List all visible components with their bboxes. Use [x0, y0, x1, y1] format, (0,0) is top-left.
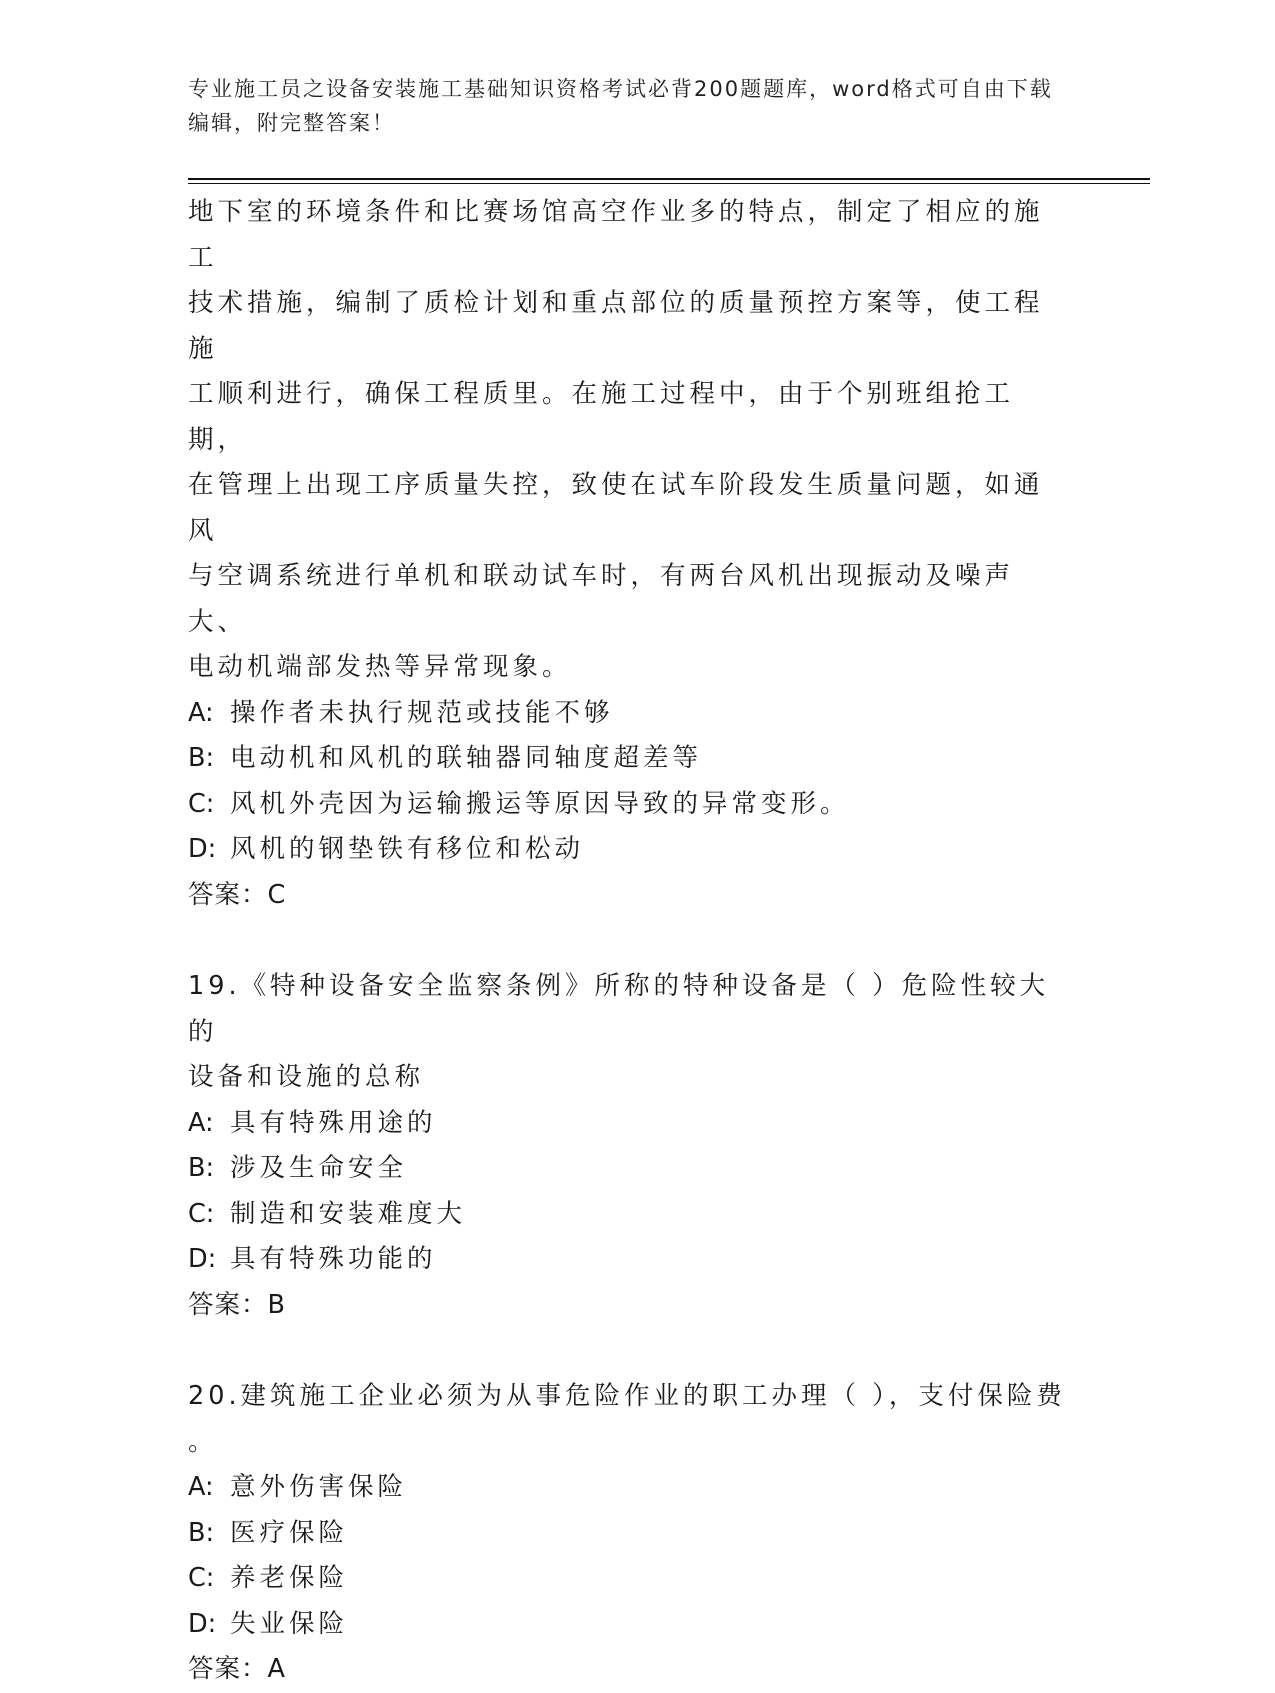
- option-letter: B:: [188, 1153, 215, 1183]
- option-letter: B:: [188, 743, 215, 773]
- header-divider-thin: [188, 183, 1150, 184]
- option-text: 失业保险: [230, 1608, 349, 1639]
- option-d: [188, 1602, 1068, 1648]
- answer-value: A: [267, 1654, 286, 1684]
- option-c: [188, 782, 1068, 828]
- option-letter: D:: [188, 1244, 217, 1274]
- option-letter: A:: [188, 1472, 214, 1502]
- question-stem-line: 在管理上出现工序质量失控，致使在试车阶段发生质量问题，如通风: [188, 470, 1044, 546]
- option-d: [188, 1237, 1068, 1283]
- option-c: [188, 1556, 1068, 1602]
- answer-value: B: [267, 1289, 287, 1320]
- question-stem-line: 19.《特种设备安全监察条例》所称的特种设备是（ ）危险性较大的: [188, 971, 1050, 1047]
- answer-label: 答案：: [188, 879, 268, 910]
- option-text: 风机外壳因为运输搬运等原因导致的异常变形。: [230, 788, 850, 819]
- option-letter: D:: [188, 1608, 217, 1639]
- option-text: 电动机和风机的联轴器同轴度超差等: [230, 743, 703, 773]
- option-text: 医疗保险: [230, 1517, 349, 1548]
- question-stem-line: 20.建筑施工企业必须为从事危险作业的职工办理（ ），支付保险费: [188, 1381, 1066, 1411]
- option-text: 操作者未执行规范或技能不够: [230, 697, 614, 728]
- option-letter: C:: [188, 788, 215, 819]
- option-text: 具有特殊功能的: [230, 1244, 437, 1274]
- option-text: 制造和安装难度大: [230, 1198, 467, 1229]
- option-c: [188, 1192, 1068, 1238]
- option-b: [188, 736, 1068, 782]
- option-a: [188, 1465, 1068, 1511]
- option-letter: C:: [188, 1198, 215, 1229]
- question-stem-line: 电动机端部发热等异常现象。: [188, 652, 572, 682]
- answer-line: [188, 873, 1068, 919]
- answer-label: 答案：: [188, 1654, 268, 1684]
- answer-label: 答案：: [188, 1289, 268, 1320]
- header-divider-thick: [188, 178, 1150, 180]
- option-text: 涉及生命安全: [230, 1153, 408, 1183]
- option-text: 意外伤害保险: [230, 1472, 408, 1502]
- question-content: [188, 190, 1068, 1693]
- question-20: [188, 1374, 1068, 1693]
- option-letter: C:: [188, 1563, 215, 1593]
- document-header: [188, 72, 1068, 140]
- option-b: [188, 1511, 1068, 1557]
- option-letter: D:: [188, 834, 217, 864]
- question-19: [188, 964, 1068, 1328]
- header-text: 专业施工员之设备安装施工基础知识资格考试必背200题题库，word格式可自由下载编辑，附完整答案！: [188, 77, 1053, 135]
- question-stem-line: 工顺利进行，确保工程质里。在施工过程中，由于个别班组抢工期，: [188, 379, 1015, 455]
- question-stem-line: 。: [188, 1426, 218, 1457]
- answer-value: C: [267, 879, 287, 910]
- answer-line: [188, 1647, 1068, 1693]
- option-letter: A:: [188, 697, 214, 728]
- question-stem-line: 地下室的环境条件和比赛场馆高空作业多的特点，制定了相应的施工: [188, 197, 1044, 273]
- option-letter: B:: [188, 1517, 215, 1548]
- question-18: [188, 190, 1068, 918]
- option-text: 风机的钢垫铁有移位和松动: [230, 834, 585, 864]
- question-stem-line: 设备和设施的总称: [188, 1062, 425, 1092]
- question-stem-line: 与空调系统进行单机和联动试车时，有两台风机出现振动及噪声大、: [188, 561, 1015, 637]
- answer-line: [188, 1283, 1068, 1329]
- option-text: 具有特殊用途的: [230, 1107, 437, 1138]
- option-a: [188, 691, 1068, 737]
- option-a: [188, 1101, 1068, 1147]
- question-stem-line: 技术措施，编制了质检计划和重点部位的质量预控方案等，使工程施: [188, 288, 1044, 364]
- option-text: 养老保险: [230, 1563, 349, 1593]
- option-letter: A:: [188, 1107, 214, 1138]
- option-b: [188, 1146, 1068, 1192]
- option-d: [188, 827, 1068, 873]
